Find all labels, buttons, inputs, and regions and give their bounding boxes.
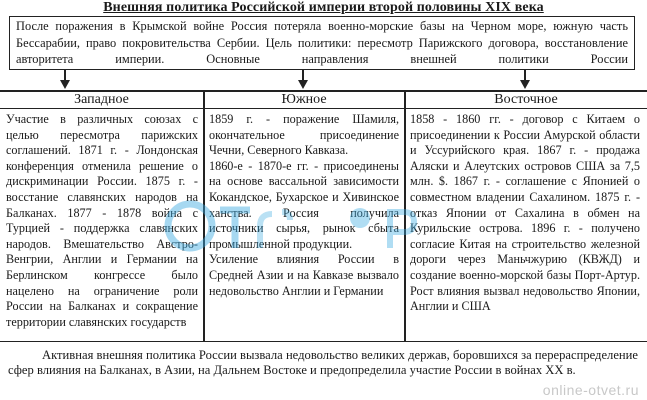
cell-east bbox=[410, 112, 640, 315]
arrow-west-icon bbox=[60, 80, 70, 89]
arrow-south-icon bbox=[298, 80, 308, 89]
page-title: Внешняя политика Российской империи второй половины XIX века bbox=[103, 0, 544, 15]
watermark-footer: online-otvet.ru bbox=[542, 382, 639, 398]
cell-south bbox=[209, 112, 399, 299]
conclusion-body: Активная внешняя политика России вызвала недовольство великих держав, боровшихся за перераспределение сфер влияния на Балканах, в Азии, на Дальнем Востоке и предопределила участие России в войнах XX в. bbox=[8, 348, 638, 378]
cell-west-text: Участие в различных союзах с целью пересмотра парижских соглашений. 1871 г. - Лондонская конференция отменила решение о дискриминации России. 1875 г. - восстание славянских народов на Балканах. 1877 - 1878 война с Турцией - поддержка славянских народов. Вмешательство Австро-Венгрии, Англии и Германии на Берлинском конгрессе было нацелено на ограничение роли России на Балканах и сокращение территории славянских государств bbox=[6, 112, 198, 329]
cell-south-text-1: 1859 г. - поражение Шамиля, окончательное присоединение Чечни, Северного Кавказа. bbox=[209, 112, 399, 158]
cell-south-text-2: 1860-е - 1870-е гг. - присоединены на основе вассальной зависимости Кокандское, Бухарское и Хивинское ханства. Россия получила источники сырья, рынок сбыта промышленной продукции. bbox=[209, 158, 399, 251]
arrow-east-icon bbox=[520, 80, 530, 89]
column-divider-1 bbox=[203, 90, 205, 342]
cell-east-text: 1858 - 1860 гг. - договор с Китаем о присоединении к России Амурской области и Уссурийского края. 1867 г. - продажа Аляски и Алеутских островов США за 7,5 млн. $. 1867 г. - соглашение с Японией о совместном владении Сахалином. 1875 г. - отказ Японии от Сахалина в обмен на Курильские острова. 1896 г. - получено согласие Китая на строительство железной дороги через Маньчжурию (КВЖД) и создание военно-морской базы Порт-Артур. Рост влияния вызвал недовольство Японии, Англии и США bbox=[410, 112, 640, 314]
cell-south-text-3: Усиление влияния России в Средней Азии и на Кавказе вызвало недовольство Англии и Германии bbox=[209, 252, 399, 298]
column-heading-west: Западное bbox=[74, 92, 129, 107]
cell-west bbox=[6, 112, 198, 330]
column-heading-south: Южное bbox=[281, 92, 327, 107]
column-divider-2 bbox=[404, 90, 406, 342]
intro-box: После поражения в Крымской войне Россия потеряла военно-морские базы на Черном море, южную часть Бессарабии, право покровительства Сербии. Цель политики: пересмотр Парижского договора, восстановление авторитета империи. Основные направления внешней политики России bbox=[9, 16, 635, 70]
conclusion-text bbox=[8, 348, 638, 379]
column-heading-east: Восточное bbox=[494, 92, 558, 107]
